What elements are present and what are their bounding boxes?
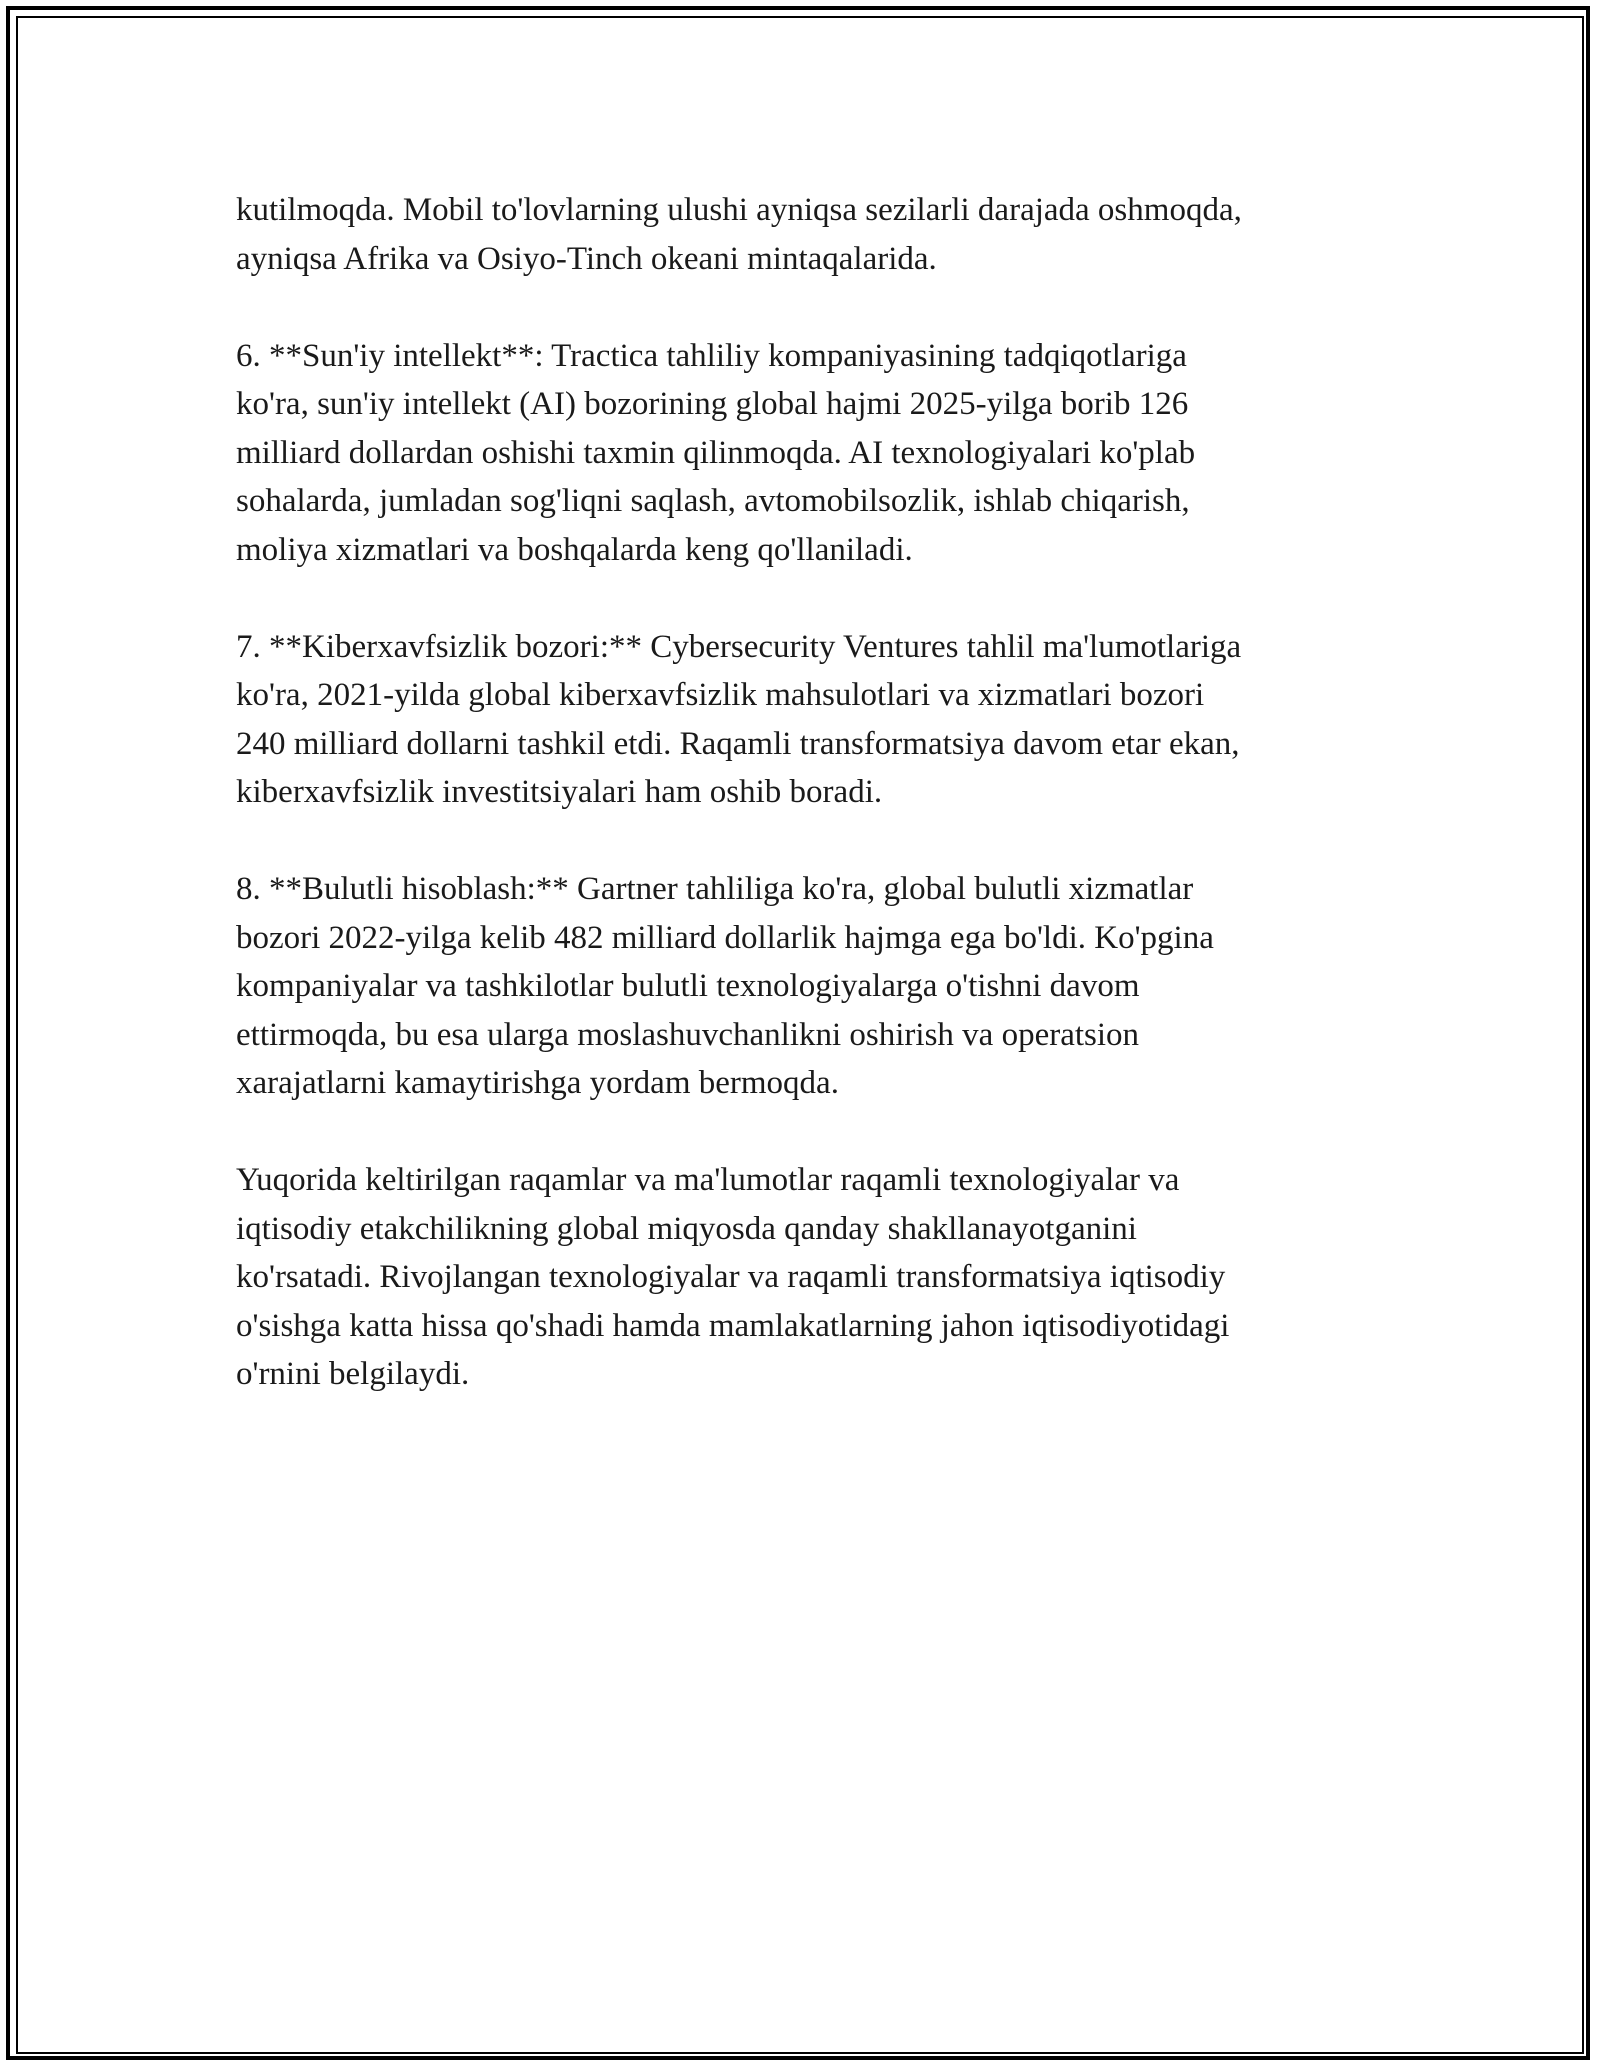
text-line: 240 milliard dollarni tashkil etdi. Raqamli transformatsiya davom etar ekan, [236,725,1240,762]
text-line: 7. **Kiberxavfsizlik bozori:** Cybersecurity Ventures tahlil ma'lumotlariga [236,628,1242,665]
text-line: kiberxavfsizlik investitsiyalari ham oshib boradi. [236,774,883,810]
text-line: milliard dollardan oshishi taxmin qilinmoqda. AI texnologiyalari ko'plab [236,434,1196,471]
paragraph-mobile-payments [236,186,1366,283]
text-line: sohalarda, jumladan sog'liqni saqlash, avtomobilsozlik, ishlab chiqarish, [236,483,1190,519]
paragraph-conclusion [236,1156,1366,1399]
text-line: xarajatlarni kamaytirishga yordam bermoqda. [236,1065,839,1101]
text-line: ko'ra, 2021-yilda global kiberxavfsizlik mahsulotlari va xizmatlari bozori [236,677,1205,713]
text-line: 6. **Sun'iy intellekt**: Tractica tahliliy kompaniyasining tadqiqotlariga [236,337,1187,374]
text-line: o'sishga katta hissa qo'shadi hamda mamlakatlarning jahon iqtisodiyotidagi [236,1307,1230,1344]
text-line: ko'rsatadi. Rivojlangan texnologiyalar va raqamli transformatsiya iqtisodiy [236,1259,1226,1295]
text-line: moliya xizmatlari va boshqalarda keng qo'llaniladi. [236,531,913,568]
text-line: o'rnini belgilaydi. [236,1356,470,1392]
text-line: Yuqorida keltirilgan raqamlar va ma'lumotlar raqamli texnologiyalar va [236,1162,1180,1198]
text-line: kompaniyalar va tashkilotlar bulutli texnologiyalarga o'tishni davom [236,968,1140,1004]
text-line: ko'ra, sun'iy intellekt (AI) bozorining global hajmi 2025-yilga borib 126 [236,386,1189,422]
text-line: ayniqsa Afrika va Osiyo-Tinch okeani mintaqalarida. [236,240,937,277]
text-line: iqtisodiy etakchilikning global miqyosda qanday shakllanayotganini [236,1210,1137,1247]
text-line: kutilmoqda. Mobil to'lovlarning ulushi ayniqsa sezilarli darajada oshmoqda, [236,192,1242,228]
paragraph-cybersecurity [236,623,1366,817]
text-line: bozori 2022-yilga kelib 482 milliard dollarlik hajmga ega bo'ldi. Ko'pgina [236,919,1214,956]
text-line: 8. **Bulutli hisoblash:** Gartner tahliliga ko'ra, global bulutli xizmatlar [236,871,1194,907]
paragraph-artificial-intelligence [236,332,1366,575]
paragraph-cloud-computing [236,865,1366,1108]
text-line: ettirmoqda, bu esa ularga moslashuvchanlikni oshirish va operatsion [236,1016,1140,1053]
document-body [236,186,1366,1447]
